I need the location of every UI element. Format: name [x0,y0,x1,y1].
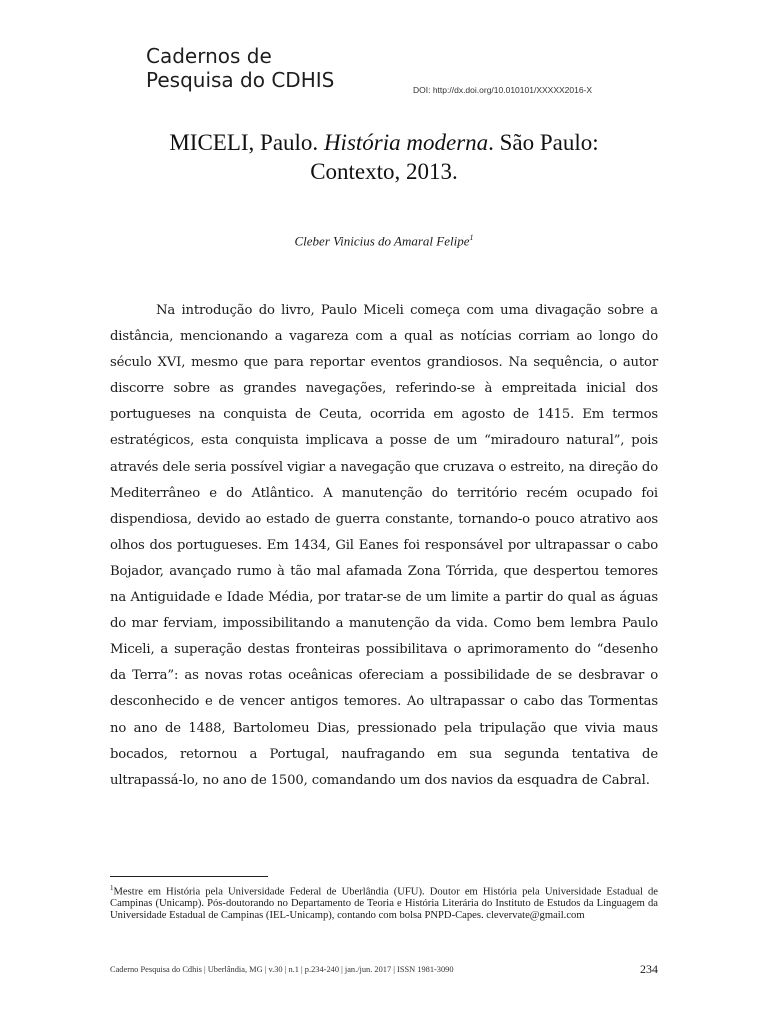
footnote-text: Mestre em História pela Universidade Federal de Uberlândia (UFU). Doutor em História pela Universidade Estadual de Campinas (Unicamp). Pós-doutorando no Departamento de Teoria e História Literária do Instituto de Estudos da Linguagem da Universidade Estadual de Campinas (IEL-Unicamp), contando com bolsa PNPD-Capes. clevervate@gmail.com [110,886,658,921]
title-author-part: MICELI, Paulo. [169,130,324,155]
footnote-reference[interactable]: 1 [469,233,474,242]
doi-link[interactable]: DOI: http://dx.doi.org/10.010101/XXXXX2016-X [413,85,593,95]
footnote [110,883,658,921]
footnote-divider [110,876,268,877]
title-book-name: História moderna [323,130,489,155]
journal-name-line1: Cadernos de [146,44,272,68]
running-footer: Caderno Pesquisa do Cdhis | Uberlândia, MG | v.30 | n.1 | p.234-240 | jan./jun. 2017 | ISSN 1981-3090 [110,965,454,974]
title-publisher-part: . São Paulo: [488,130,599,155]
title-line2: Contexto, 2013. [310,159,458,184]
author-name [100,233,668,249]
author-name-text: Cleber Vinicius do Amaral Felipe [294,233,470,249]
journal-logo [146,44,334,92]
page-number: 234 [640,962,658,976]
journal-name-line2: Pesquisa do CDHIS [146,68,335,92]
body-paragraph: Na introdução do livro, Paulo Miceli começa com uma divagação sobre a distância, mencionando a vagareza com a qual as notícias corriam ao longo do século XVI, mesmo que para reportar eventos grandiosos. Na sequência, o autor discorre sobre as grandes navegações, referindo-se à empreitada inicial dos portugueses na conquista de Ceuta, ocorrida em agosto de 1415. Em termos estratégicos, esta conquista implicava a posse de um “miradouro natural”, pois através dele seria possível vigiar a navegação que cruzava o estreito, na direção do Mediterrâneo e do Atlântico. A manutenção do território recém ocupado foi dispendiosa, devido ao estado de guerra constante, tornando-o pouco atrativo aos olhos dos portugueses. Em 1434, Gil Eanes foi responsável por ultrapassar o cabo Bojador, avançado rumo à tão mal afamada Zona Tórrida, que despertou temores na Antiguidade e Idade Média, por tratar-se de um limite a partir do qual as águas do mar ferviam, impossibilitando a manutenção da vida. Como bem lembra Paulo Miceli, a superação destas fronteiras possibilitava o aprimoramento do “desenho da Terra”: as novas rotas oceânicas ofereciam a possibilidade de se desbravar o desconhecido e de vencer antigos temores. Ao ultrapassar o cabo das Tormentas no ano de 1488, Bartolomeu Dias, pressionado pela tripulação que vivia maus bocados, retornou a Portugal, naufragando em sua segunda tentativa de ultrapassá-lo, no ano de 1500, comandando um dos navios da esquadra de Cabral. [110,303,658,788]
title-line1 [100,128,668,157]
review-title [100,128,668,186]
footnote-mark: 1 [110,884,114,892]
